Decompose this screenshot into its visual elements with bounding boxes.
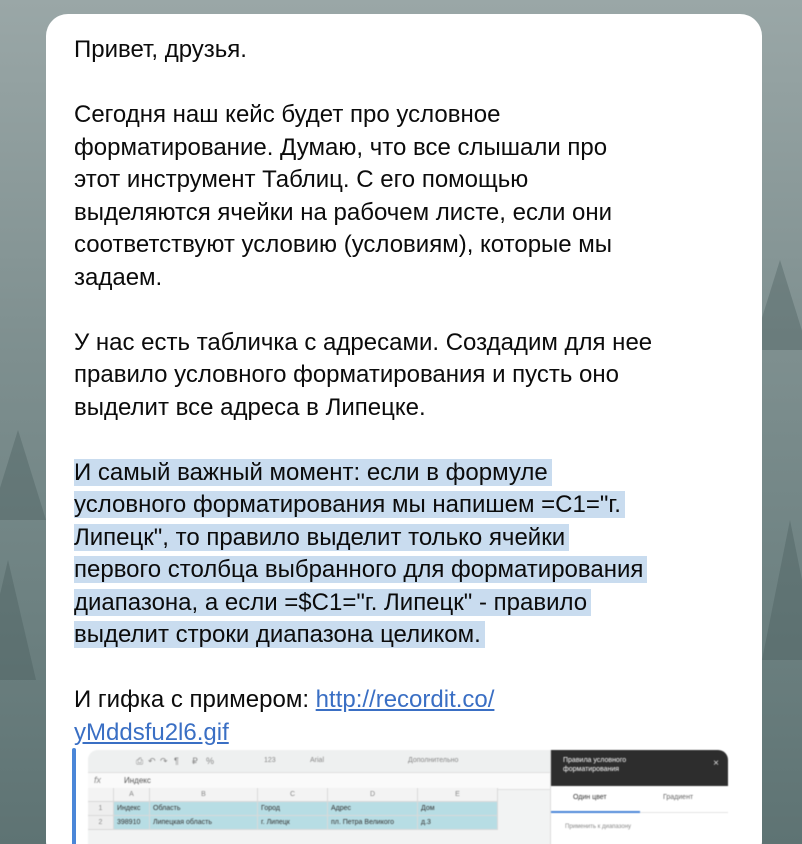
corner-cell bbox=[88, 788, 114, 802]
percent-icon: % bbox=[206, 756, 215, 766]
background-tree bbox=[0, 560, 36, 680]
text-selection-highlight[interactable]: И самый важный момент: если в формуле условного форматирования мы напишем =C1="г. Липецк", то правило выделит только ячейки первого столбца выбранного для форматирования диапазона, а если =$C1="г. Липецк" - правило выделит строки диапазона целиком. bbox=[74, 459, 647, 649]
background-tree bbox=[0, 430, 46, 520]
background-tree bbox=[762, 520, 802, 660]
table-row bbox=[88, 816, 550, 830]
panel-title: Правила условного форматирования bbox=[563, 757, 627, 773]
column-header-row bbox=[88, 788, 550, 802]
panel-tabs bbox=[551, 786, 728, 813]
paint-format-icon: ¶ bbox=[174, 756, 179, 766]
font-text: Arial bbox=[310, 757, 325, 764]
link-preview[interactable] bbox=[72, 748, 732, 844]
formula-value: Индекс bbox=[124, 776, 151, 785]
apply-range-field bbox=[565, 836, 715, 844]
table-cell: 398910 bbox=[114, 816, 150, 830]
preview-quote-bar bbox=[72, 748, 76, 844]
table-row bbox=[88, 802, 550, 816]
fx-icon: fx bbox=[94, 775, 102, 785]
message-bubble bbox=[46, 14, 762, 844]
table-cell: Область bbox=[150, 802, 258, 816]
more-formats-text: Дополнительно bbox=[408, 757, 459, 764]
gif-prefix: И гифка с примером: bbox=[74, 686, 316, 713]
table-cell: Дом bbox=[418, 802, 498, 816]
preview-image[interactable] bbox=[88, 750, 728, 844]
message-paragraph: Привет, друзья. bbox=[74, 36, 247, 63]
redo-icon: ↷ bbox=[160, 756, 168, 766]
gif-link[interactable]: http://recordit.co/ yMddsfu2l6.gif bbox=[74, 686, 495, 746]
row-number: 1 bbox=[88, 802, 114, 816]
currency-icon: ₽ bbox=[192, 756, 198, 766]
table-cell: Адрес bbox=[328, 802, 418, 816]
conditional-format-panel bbox=[550, 750, 728, 844]
zoom-text: 123 bbox=[264, 757, 276, 764]
print-icon: ⎙ bbox=[136, 756, 144, 766]
table-cell: д.3 bbox=[418, 816, 498, 830]
apply-range-label: Применить к диапазону bbox=[565, 824, 632, 830]
sheet-toolbar bbox=[88, 750, 550, 772]
gif-paragraph bbox=[74, 684, 734, 749]
row-number: 2 bbox=[88, 816, 114, 830]
message-text bbox=[74, 34, 734, 749]
column-header: C bbox=[258, 788, 328, 802]
table-cell: Липецкая область bbox=[150, 816, 258, 830]
column-header: E bbox=[418, 788, 498, 802]
tab-gradient: Градиент bbox=[663, 794, 694, 801]
selected-paragraph[interactable] bbox=[74, 457, 734, 652]
message-paragraph: Сегодня наш кейс будет про условное форматирование. Думаю, что все слышали про этот инструмент Таблиц. С его помощью выделяются ячейки на рабочем листе, если они соответствуют условию (условиям), которые мы задаем. bbox=[74, 101, 613, 291]
panel-header bbox=[551, 750, 728, 786]
undo-icon: ↶ bbox=[148, 756, 156, 766]
table-cell: пл. Петра Великого bbox=[328, 816, 418, 830]
column-header: A bbox=[114, 788, 150, 802]
table-cell: Индекс bbox=[114, 802, 150, 816]
message-paragraph: У нас есть табличка с адресами. Создадим для нее правило условного форматирования и пусть оно выделит все адреса в Липецке. bbox=[74, 328, 653, 421]
column-header: B bbox=[150, 788, 258, 802]
table-cell: г. Липецк bbox=[258, 816, 328, 830]
table-cell: Город bbox=[258, 802, 328, 816]
close-icon: × bbox=[713, 758, 719, 769]
tab-single-color: Один цвет bbox=[573, 794, 607, 801]
active-tab-indicator bbox=[551, 811, 640, 813]
column-header: D bbox=[328, 788, 418, 802]
